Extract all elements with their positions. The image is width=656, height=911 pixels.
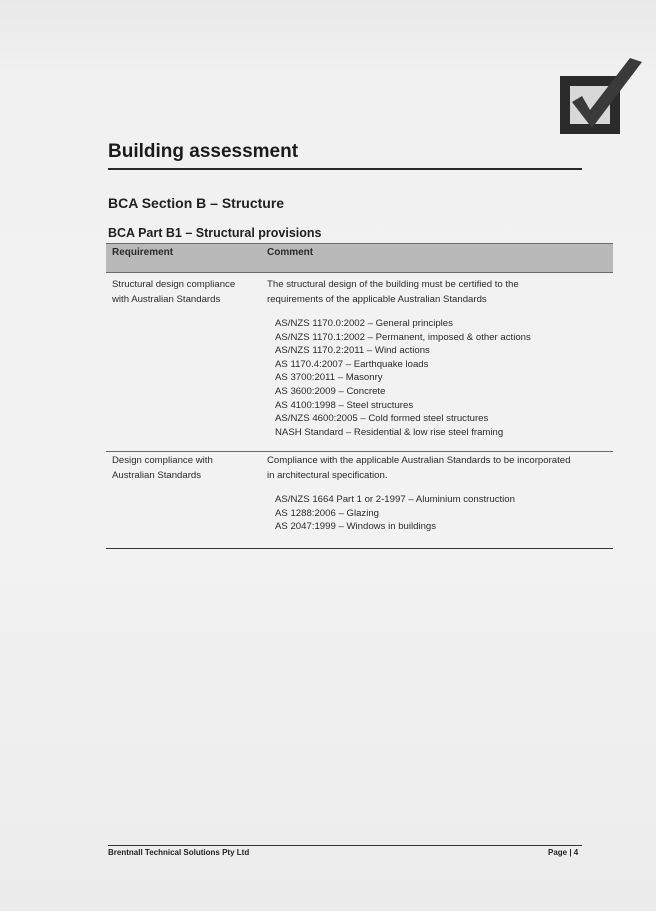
standard-item: AS/NZS 1170.2:2011 – Wind actions xyxy=(275,345,430,357)
requirement-cell xyxy=(112,453,257,483)
standard-item: AS 1170.4:2007 – Earthquake loads xyxy=(275,358,429,370)
comment-line: The structural design of the building must be certified to the xyxy=(267,279,519,290)
standard-item: AS 1288:2006 – Glazing xyxy=(275,507,380,519)
table-row xyxy=(106,273,613,451)
section-title: BCA Section B – Structure xyxy=(108,195,285,211)
standard-item: AS 4100:1998 – Steel structures xyxy=(275,399,414,411)
table-header xyxy=(106,243,613,273)
requirement-line: Australian Standards xyxy=(112,470,202,481)
requirement-cell xyxy=(112,277,257,307)
provisions-table xyxy=(106,243,613,549)
standard-item: AS/NZS 1170.1:2002 – Permanent, imposed & other actions xyxy=(275,331,531,343)
standard-item: AS/NZS 1664 Part 1 or 2-1997 – Aluminium construction xyxy=(275,494,515,505)
standard-item: NASH Standard – Residential & low rise steel framing xyxy=(275,426,504,438)
comment-cell xyxy=(267,277,612,307)
comment-line: requirements of the applicable Australian Standards xyxy=(267,294,487,305)
part-title: BCA Part B1 – Structural provisions xyxy=(108,226,322,240)
footer-page-number: Page | 4 xyxy=(548,848,579,857)
standards-list xyxy=(275,493,515,534)
footer-company: Brentnall Technical Solutions Pty Ltd xyxy=(108,848,250,857)
standard-item: AS 2047:1999 – Windows in buildings xyxy=(275,521,437,533)
checkbox-tick-icon xyxy=(558,52,644,136)
requirement-line: Structural design compliance xyxy=(112,279,236,290)
header-requirement: Requirement xyxy=(112,247,174,258)
standards-list xyxy=(275,317,531,439)
comment-line: Compliance with the applicable Australian Standards to be incorporated xyxy=(267,455,571,466)
standard-item: AS 3700:2011 – Masonry xyxy=(275,372,383,384)
standard-item: AS/NZS 4600:2005 – Cold formed steel structures xyxy=(275,413,489,425)
footer-divider xyxy=(108,845,582,846)
standard-item: AS/NZS 1170.0:2002 – General principles xyxy=(275,318,453,329)
table-row xyxy=(106,451,613,549)
page-title: Building assessment xyxy=(108,141,299,162)
comment-line: in architectural specification. xyxy=(267,470,388,481)
title-divider xyxy=(108,168,582,170)
header-comment: Comment xyxy=(267,247,314,258)
standard-item: AS 3600:2009 – Concrete xyxy=(275,385,386,397)
requirement-line: with Australian Standards xyxy=(112,294,221,305)
requirement-line: Design compliance with xyxy=(112,455,213,466)
comment-cell xyxy=(267,453,612,483)
